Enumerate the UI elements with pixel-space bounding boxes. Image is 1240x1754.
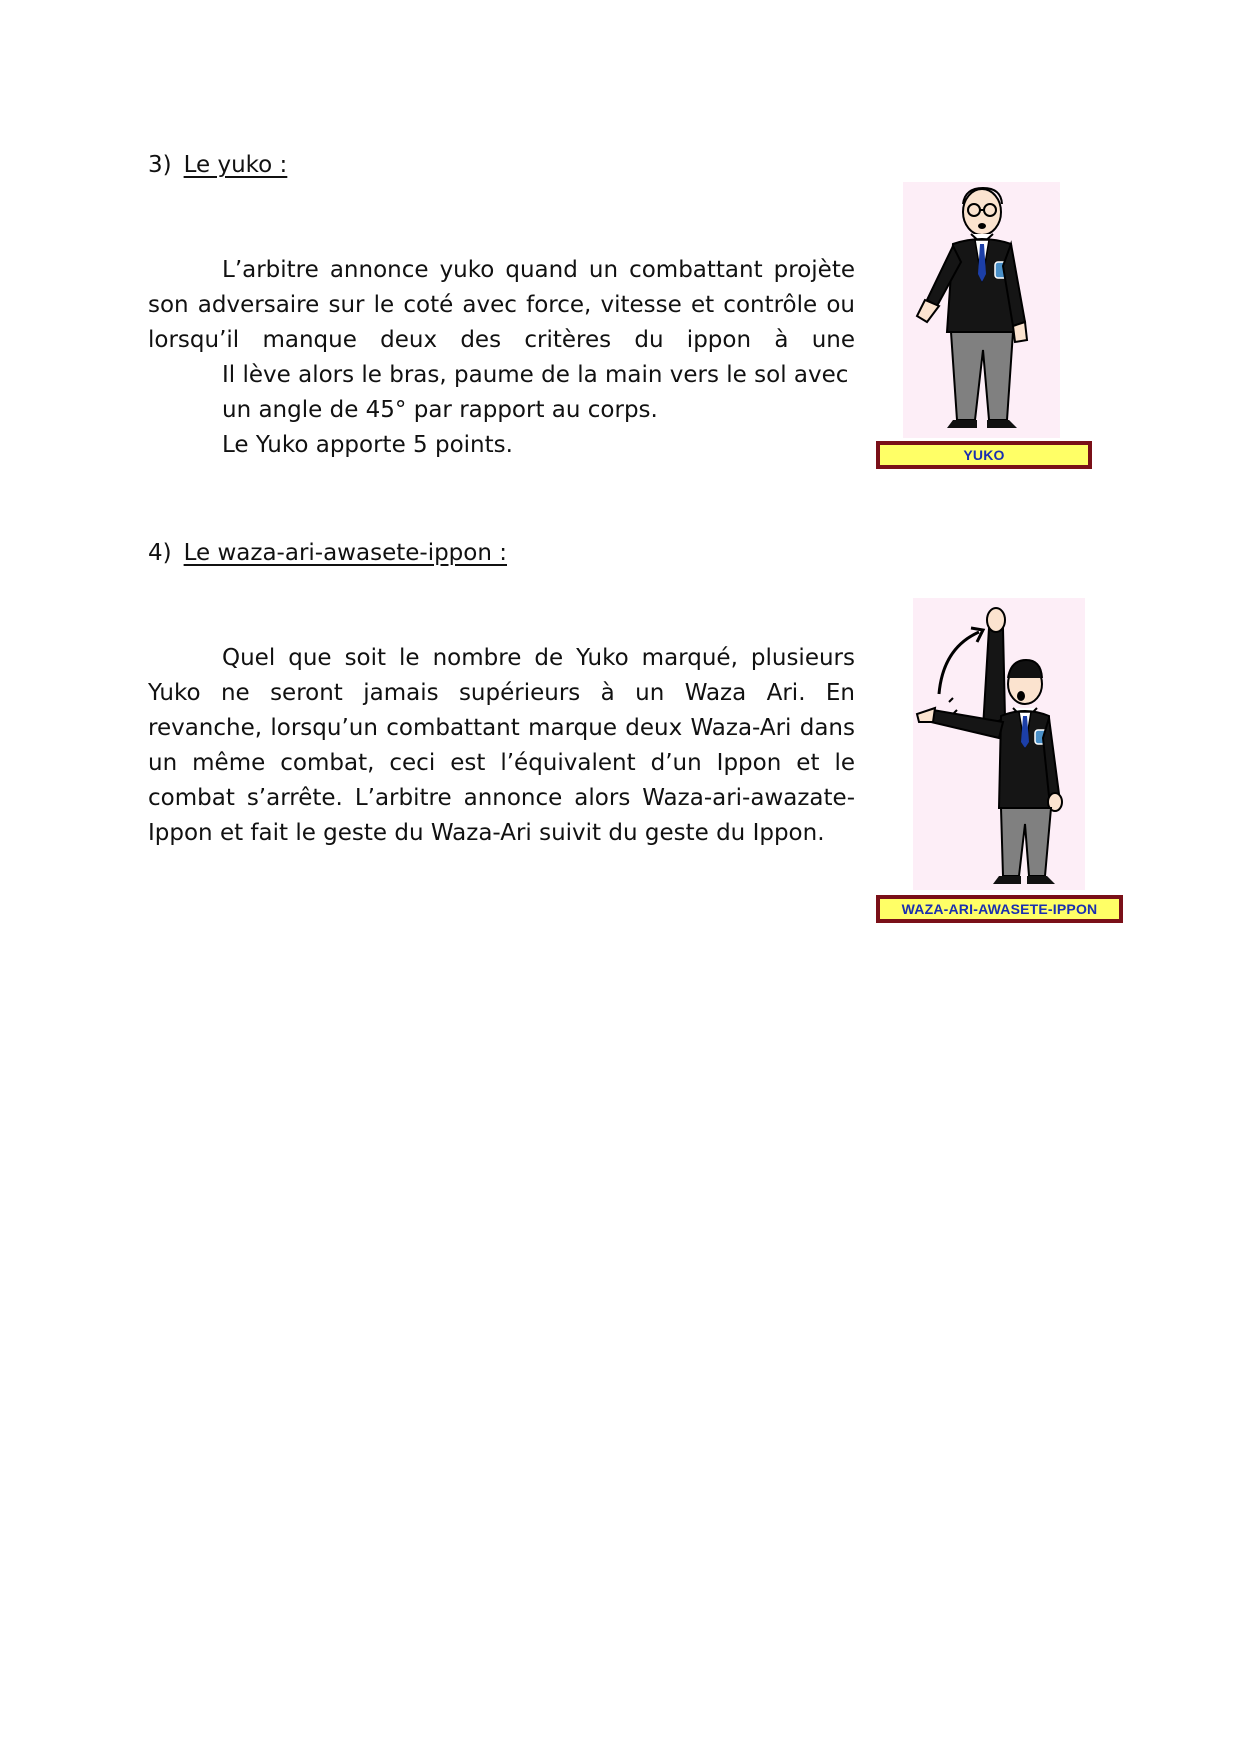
paragraph-line: Le Yuko apporte 5 points. [222, 432, 513, 458]
referee-yuko-illustration [903, 182, 1060, 438]
section-number: 3) [148, 152, 172, 178]
paragraph-line: revanche, lorsqu’un combattant marque deux Waza-Ari dans [148, 715, 855, 741]
caption-yuko: YUKO [876, 441, 1092, 469]
section-paragraph-yuko [148, 253, 855, 463]
paragraph-line: Yuko ne seront jamais supérieurs à un Waza Ari. En [148, 680, 855, 706]
section-heading-waza-ari-awasete-ippon [148, 538, 507, 568]
paragraph-line: son adversaire sur le coté avec force, vitesse et contrôle ou [148, 292, 855, 318]
caption-waza-ari-awasete-ippon: WAZA-ARI-AWASETE-IPPON [876, 895, 1123, 923]
section-paragraph-waza-ari-awasete-ippon [148, 641, 855, 851]
paragraph-line: Il lève alors le bras, paume de la main vers le sol avec [222, 362, 849, 388]
referee-waza-ari-awasete-ippon-illustration [913, 598, 1085, 890]
section-title: Le waza-ari-awasete-ippon : [183, 540, 507, 566]
referee-yuko-drawing [903, 182, 1060, 438]
paragraph-line: lorsqu’il manque deux des critères du ippon à une [148, 327, 855, 353]
paragraph-line: un même combat, ceci est l’équivalent d’un Ippon et le [148, 750, 855, 776]
paragraph-line: Quel que soit le nombre de Yuko marqué, plusieurs [222, 645, 855, 671]
section-title: Le yuko : [183, 152, 288, 178]
paragraph-line: Ippon et fait le geste du Waza-Ari suivit du geste du Ippon. [148, 820, 825, 846]
section-number: 4) [148, 540, 172, 566]
referee-waza-ari-awasete-ippon-drawing [913, 598, 1085, 890]
paragraph-line: un angle de 45° par rapport au corps. [222, 397, 658, 423]
section-heading-yuko [148, 150, 287, 180]
paragraph-line: combat s’arrête. L’arbitre annonce alors Waza-ari-awazate- [148, 785, 855, 811]
paragraph-line: L’arbitre annonce yuko quand un combattant projète [222, 257, 855, 283]
